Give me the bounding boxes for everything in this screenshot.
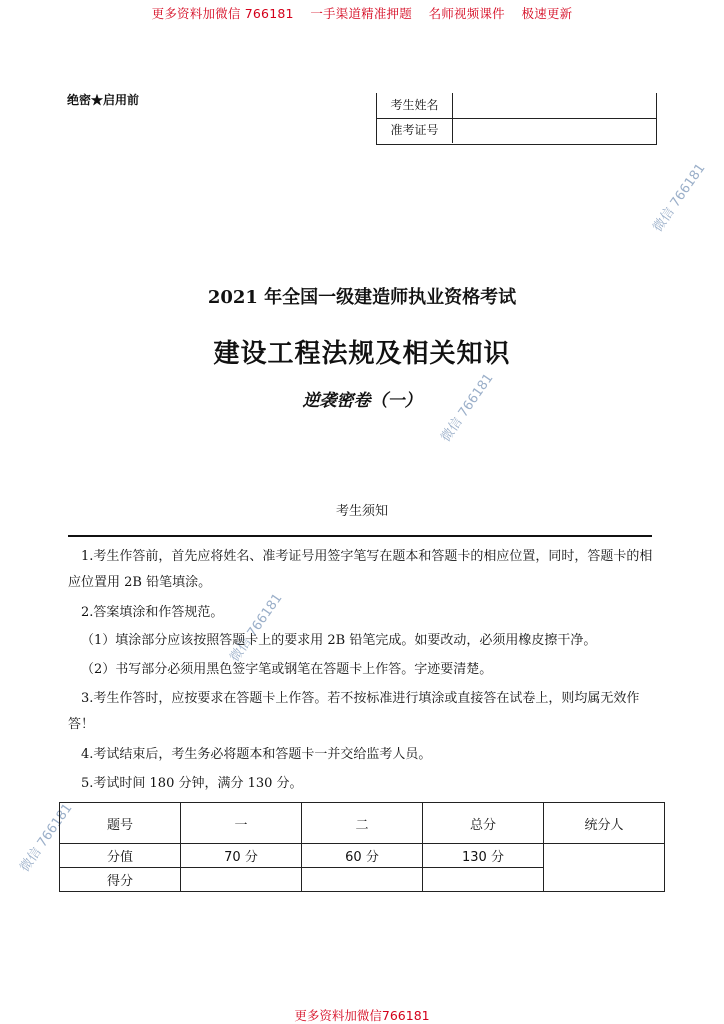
candidate-info-box	[376, 93, 657, 145]
notice-item: （2）书写部分必须用黑色签字笔或钢笔在答题卡上作答。字迹要清楚。	[81, 662, 493, 677]
table-row	[60, 803, 665, 844]
watermark: 微信 766181	[227, 591, 286, 665]
table-cell: 130 分	[423, 844, 544, 868]
table-header-cell: 总分	[423, 803, 544, 844]
candidate-id-row	[377, 118, 656, 143]
table-header-cell: 一	[181, 803, 302, 844]
subject-title: 建设工程法规及相关知识	[213, 339, 511, 369]
score-input-cell[interactable]	[302, 868, 423, 892]
bottom-banner: 更多资料加微信766181	[294, 1008, 430, 1023]
paper-name: 逆袭密卷（一）	[302, 391, 422, 411]
secret-mark: 绝密★启用前	[67, 93, 140, 107]
score-input-cell[interactable]	[181, 868, 302, 892]
notice-item: 4.考试结束后，考生务必将题本和答题卡一并交给监考人员。	[81, 747, 432, 762]
table-cell: 70 分	[181, 844, 302, 868]
candidate-id-field[interactable]	[453, 118, 656, 143]
candidate-name-row	[377, 93, 656, 119]
notice-title: 考生须知	[335, 504, 388, 519]
table-row	[60, 844, 665, 868]
candidate-name-field[interactable]	[453, 93, 656, 118]
notice-item: 3.考生作答时，应按要求在答题卡上作答。若不按标准进行填涂或直接答在试卷上，则均属无效作答！	[68, 691, 640, 732]
table-header-cell: 题号	[60, 803, 181, 844]
table-cell: 得分	[60, 868, 181, 892]
watermark: 微信 766181	[650, 161, 709, 235]
top-banner: 更多资料加微信 766181 一手渠道精准押题 名师视频课件 极速更新	[151, 6, 573, 21]
notice-item: 5.考试时间 180 分钟，满分 130 分。	[81, 776, 303, 791]
table-header-cell: 二	[302, 803, 423, 844]
table-cell: 60 分	[302, 844, 423, 868]
watermark: 微信 766181	[438, 371, 497, 445]
table-header-cell: 统分人	[544, 803, 665, 844]
notice-divider	[68, 535, 652, 537]
notice-item: （1）填涂部分应该按照答题卡上的要求用 2B 铅笔完成。如要改动，必须用橡皮擦干净。	[81, 633, 597, 648]
notice-item: 1.考生作答前，首先应将姓名、准考证号用签字笔写在题本和答题卡的相应位置，同时，答题卡的相应位置用 2B 铅笔填涂。	[68, 549, 653, 590]
candidate-id-label: 准考证号	[377, 118, 453, 143]
scorer-cell[interactable]	[544, 844, 665, 892]
notice-item: 2.答案填涂和作答规范。	[81, 605, 224, 620]
score-table	[59, 802, 665, 892]
table-cell: 分值	[60, 844, 181, 868]
candidate-name-label: 考生姓名	[377, 93, 453, 118]
watermark: 微信 766181	[17, 801, 76, 875]
score-input-cell[interactable]	[423, 868, 544, 892]
exam-title: 2021 年全国一级建造师执业资格考试	[207, 287, 517, 308]
